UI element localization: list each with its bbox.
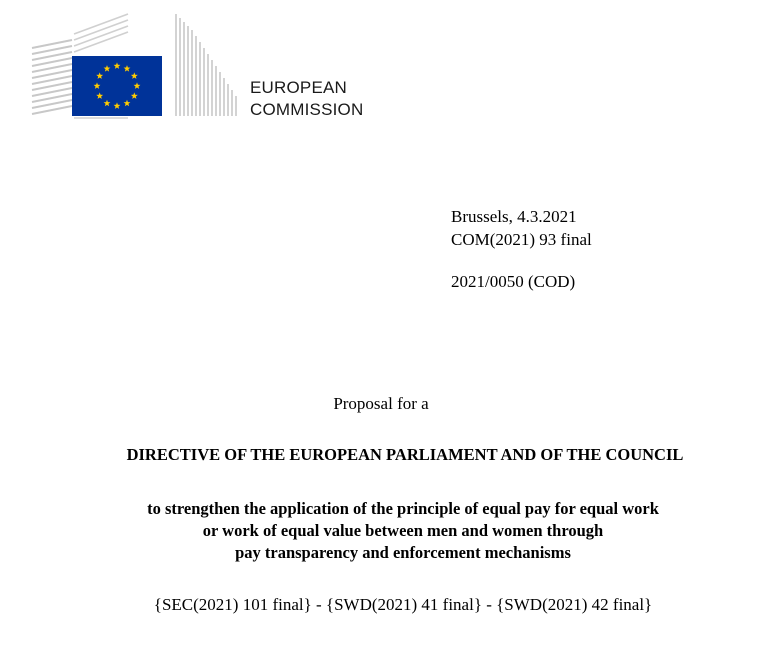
place-date: Brussels, 4.3.2021	[451, 207, 577, 226]
directive-subject	[22, 498, 762, 564]
building-flag-emblem	[28, 12, 243, 120]
document-reference: COM(2021) 93 final	[451, 230, 592, 249]
institution-line-1: EUROPEAN	[250, 78, 348, 97]
institution-line-2: COMMISSION	[250, 100, 364, 119]
institution-name	[250, 77, 363, 121]
subject-line-1: to strengthen the application of the principle of equal pay for equal work	[147, 499, 659, 518]
document-meta	[451, 205, 592, 293]
directive-title: DIRECTIVE OF THE EUROPEAN PARLIAMENT AND OF THE COUNCIL	[126, 445, 684, 464]
procedure-number: 2021/0050 (COD)	[451, 272, 576, 291]
european-commission-logo	[28, 12, 243, 120]
related-documents: {SEC(2021) 101 final} - {SWD(2021) 41 final} - {SWD(2021) 42 final}	[153, 595, 653, 614]
proposal-label: Proposal for a	[333, 394, 429, 413]
subject-line-2: or work of equal value between men and women through	[202, 521, 604, 540]
subject-line-3: pay transparency and enforcement mechanisms	[235, 543, 571, 562]
